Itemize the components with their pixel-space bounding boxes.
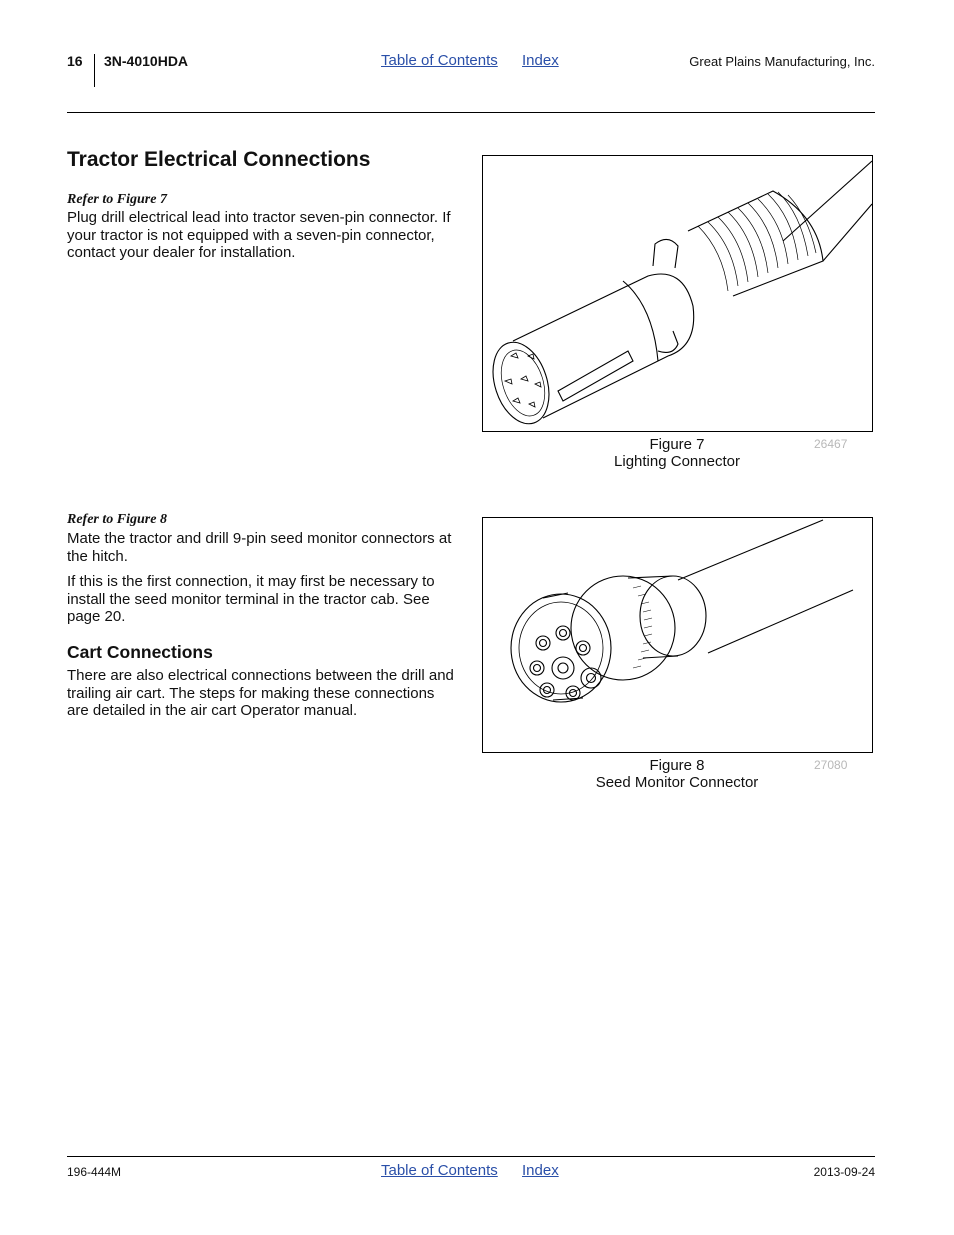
figure8-reference: Refer to Figure 8 [67,512,167,527]
figure7-reference: Refer to Figure 7 [67,192,167,207]
footer-rule [67,1156,875,1157]
publication-date: 2013-09-24 [813,1165,875,1179]
header-divider [94,54,95,87]
tractor-paragraph-3: If this is the first connection, it may first be necessary to install the seed monitor terminal in the tractor cab. See page 20. [67,573,435,625]
header-toc-link[interactable]: Table of Contents [381,52,498,69]
section-title-cart: Cart Connections [67,642,213,662]
page-number: 16 [67,53,83,69]
figure7-image [482,155,873,432]
figure8-caption: Seed Monitor Connector [595,774,759,791]
figure7-caption: Lighting Connector [614,453,740,470]
seed-monitor-connector-drawing [483,518,872,752]
section-title-tractor: Tractor Electrical Connections [67,148,371,171]
figure8-label: Figure 8 [649,757,705,774]
figure8-code: 27080 [814,758,848,772]
tractor-paragraph-2: Mate the tractor and drill 9-pin seed monitor connectors at the hitch. [67,530,452,565]
figure7-code: 26467 [814,437,848,451]
header-rule [67,112,875,113]
document-number: 196-444M [67,1165,122,1179]
lighting-connector-drawing [483,156,872,431]
footer-toc-link[interactable]: Table of Contents [381,1162,498,1179]
figure7-label: Figure 7 [649,436,705,453]
model-number: 3N-4010HDA [104,53,189,69]
company-name: Great Plains Manufacturing, Inc. [689,54,875,69]
figure8-image [482,517,873,753]
tractor-paragraph-1: Plug drill electrical lead into tractor seven-pin connector. If your tractor is not equipped with a seven-pin connector, contact your dealer for installation. [67,209,451,261]
cart-paragraph: There are also electrical connections between the drill and trailing air cart. The steps for making these connections are detailed in the air cart Operator manual. [67,667,454,719]
footer-index-link[interactable]: Index [522,1162,559,1179]
header-index-link[interactable]: Index [522,52,559,69]
